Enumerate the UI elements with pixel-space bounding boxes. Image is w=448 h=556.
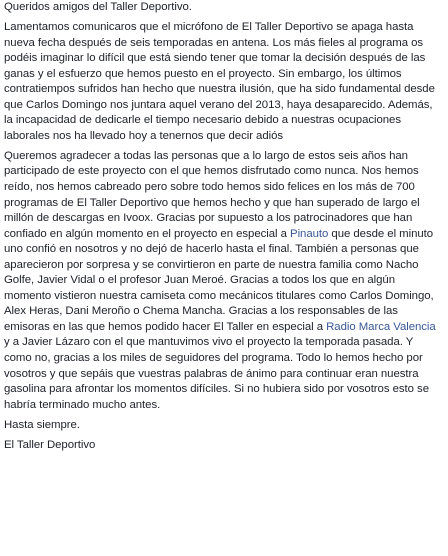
greeting: Queridos amigos del Taller Deportivo. [4,1,192,13]
paragraph-announcement: Lamentamos comunicaros que el micrófono de El Taller Deportivo se apaga hasta nueva fecha después de seis temporadas en antena. Los más fieles al programa os podéis imaginar lo difícil que está siendo tener que tomar la decisión después de las ganas y el esfuerzo que hemos puesto en el proyecto. Sin embargo, los últimos contratiempos sufridos han hecho que nuestra ilusión, que ha sido fundamental desde que Carlos Domingo nos juntara aquel verano del 2013, haya desaparecido. Además, la incapacidad de dedicarle el tiempo necesario debido a nuestras ocupaciones laborales nos ha llevado hoy a tenernos que decir adiós [4,21,435,142]
radio-marca-valencia-link[interactable]: Radio Marca Valencia [326,320,436,333]
closing: Hasta siempre. [4,418,80,431]
thanks-text-2: que desde el minuto uno confió en nosotros y no dejó de hacerlo hasta el final. También a personas que aparecieron por sorpresa y se convirtieron en parte de nuestra familia como Nacho Golfe, Javier Vidal o el profesor Juan Meroé. Gracias a todos los que en algún momento vistieron nuestra camiseta como mecánicos titulares como Carlos Domingo, Alex Heras, Dani Meroño o Chema Mancha. Gracias a los responsables de las emisoras en las que hemos podido hacer El Taller en especial a [4,227,434,333]
pinauto-link[interactable]: Pinauto [290,227,329,240]
thanks-text-3: y a Javier Lázaro con el que mantuvimos vivo el proyecto la temporada pasada. Y como no, gracias a los miles de seguidores del programa. Todo lo hemos hecho por vosotros y que sepáis que vuestras palabras de ánimo para continuar eran nuestra gasolina para afrontar los momentos difíciles. Si no hubiera sido por vosotros esto se habría terminado mucho antes. [4,336,429,411]
paragraph-thanks [4,149,442,413]
signature: El Taller Deportivo [4,438,96,451]
thanks-text-1: Queremos agradecer a todas las personas que a lo largo de estos seis años han participado de este proyecto con el que hemos disfrutado como nunca. Nos hemos reído, nos hemos cabreado pero sobre todo hemos sido felices en los más de 700 programas de El Taller Deportivo que hemos hecho y que han superado de largo el millón de descargas en Ivoox. Gracias por supuesto a los patrocinadores que han confiado en algún momento en el proyecto en especial a [4,149,420,240]
